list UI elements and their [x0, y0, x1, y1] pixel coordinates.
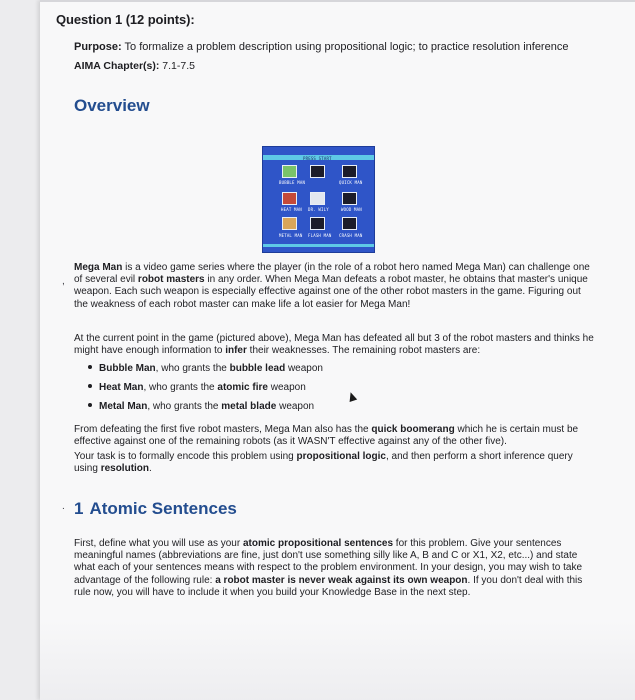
image-label: WOOD MAN	[341, 207, 362, 212]
stage-select-image	[262, 146, 375, 253]
overview-paragraph-3	[74, 424, 596, 448]
overview-heading: Overview	[74, 96, 150, 115]
text-span: is a video game series where the player (in the role of a robot hero named Mega Man) can challenge one of several evil	[74, 262, 590, 286]
bullet-dot-icon	[88, 384, 92, 388]
purpose-label: Purpose:	[74, 41, 122, 53]
stage-cell	[282, 217, 297, 230]
image-label: METAL MAN	[279, 233, 303, 238]
resolution-term: resolution	[100, 463, 150, 475]
stage-cell	[310, 217, 325, 230]
image-label: BUBBLE MAN	[279, 180, 306, 185]
megaman-term: Mega Man	[74, 262, 123, 273]
bullet-item	[88, 401, 314, 413]
bullet-item	[88, 363, 323, 375]
robot-name: Metal Man	[99, 401, 148, 412]
robot-masters-term: robot masters	[137, 274, 205, 286]
image-label-top: PRESS START	[303, 156, 332, 161]
text-span: weapon	[285, 363, 323, 374]
propositional-logic-term: propositional logic	[296, 451, 386, 462]
image-label: HEAT MAN	[281, 207, 302, 212]
section-number: 1	[74, 499, 84, 518]
stage-cell	[342, 192, 357, 205]
text-span: their weaknesses. The remaining robot masters are:	[246, 345, 481, 357]
image-stripe	[263, 244, 374, 247]
bullet-dot-icon	[88, 365, 92, 369]
overview-paragraph-2	[74, 333, 596, 357]
text-span: Your task is to formally encode this problem using	[74, 451, 297, 462]
margin-mark: ,	[62, 276, 65, 287]
chapters-label: AIMA Chapter(s):	[74, 60, 160, 72]
overview-paragraph-1	[74, 262, 596, 311]
infer-term: infer	[225, 345, 247, 357]
atomic-sentences-paragraph	[74, 538, 596, 599]
section-title: Atomic Sentences	[89, 499, 237, 518]
text-span: , who grants the	[155, 363, 230, 374]
weapon-name: bubble lead	[229, 363, 286, 374]
text-span: , and then perform a short inference query using	[74, 451, 573, 475]
text-span: , who grants the	[147, 401, 222, 412]
text-span: weapon	[267, 382, 306, 393]
rule-term: a robot master is never weak against its own weapon	[215, 574, 468, 586]
text-span: First, define what you will use as your	[74, 538, 243, 549]
stage-cell	[282, 192, 297, 205]
stage-cell	[342, 165, 357, 178]
text-span: At the current point in the game (pictured above), Mega Man has defeated all but 3 of the robot masters and thinks he might have enough information to	[74, 333, 594, 357]
quick-boomerang-term: quick boomerang	[371, 424, 455, 435]
image-label: CRASH MAN	[339, 233, 363, 238]
chapters-line	[74, 60, 195, 72]
stage-cell	[310, 192, 325, 205]
top-divider	[40, 0, 635, 2]
robot-name: Heat Man	[99, 382, 144, 393]
text-span: From defeating the first five robot masters, Mega Man also has the	[74, 424, 372, 435]
stage-cell	[342, 217, 357, 230]
text-span: weapon	[276, 401, 315, 412]
text-span: in any order. When Mega Man defeats a robot master, he obtains that master's unique weapon. Each such weapon is especially effective against one of the other robot masters in the game. Figuring out the weakness of each robot master can make life a lot easier for Mega Man!	[74, 274, 588, 310]
image-label: QUICK MAN	[339, 180, 363, 185]
robot-name: Bubble Man	[99, 363, 156, 374]
margin-mark: .	[62, 501, 65, 512]
purpose-line	[74, 41, 568, 53]
question-title: Question 1 (12 points):	[56, 12, 195, 27]
bullet-dot-icon	[88, 403, 92, 407]
weapon-name: metal blade	[221, 401, 277, 412]
atomic-term: atomic propositional sentences	[242, 538, 394, 549]
weapon-name: atomic fire	[217, 382, 268, 393]
image-label: FLASH MAN	[308, 233, 332, 238]
text-span: , who grants the	[143, 382, 218, 393]
text-span: which he is certain must be effective against one of the remaining robots (as it WASN'T effective against any of the other five).	[74, 424, 579, 448]
stage-cell	[310, 165, 325, 178]
text-span: for this problem. Give your sentences meaningful names (abbreviations are fine, just don't use something silly like A, B and C or X1, X2, etc...) and state what each of your sentences means with respect to the problem environment. In your design, you may wish to take advantage of the following rule:	[74, 538, 583, 586]
stage-cell	[282, 165, 297, 178]
image-label: DR. WILY	[308, 207, 329, 212]
bullet-item	[88, 382, 306, 394]
purpose-text: To formalize a problem description using propositional logic; to practice resolution inference	[124, 41, 569, 53]
text-span: . If you don't deal with this rule now, you will have to include it when you build your Knowledge Base in the next step.	[74, 574, 583, 598]
section-heading-atomic	[74, 499, 237, 519]
overview-paragraph-4	[74, 451, 596, 475]
chapters-text: 7.1-7.5	[162, 60, 195, 72]
text-span: .	[149, 463, 152, 475]
page-shadow	[40, 620, 635, 700]
